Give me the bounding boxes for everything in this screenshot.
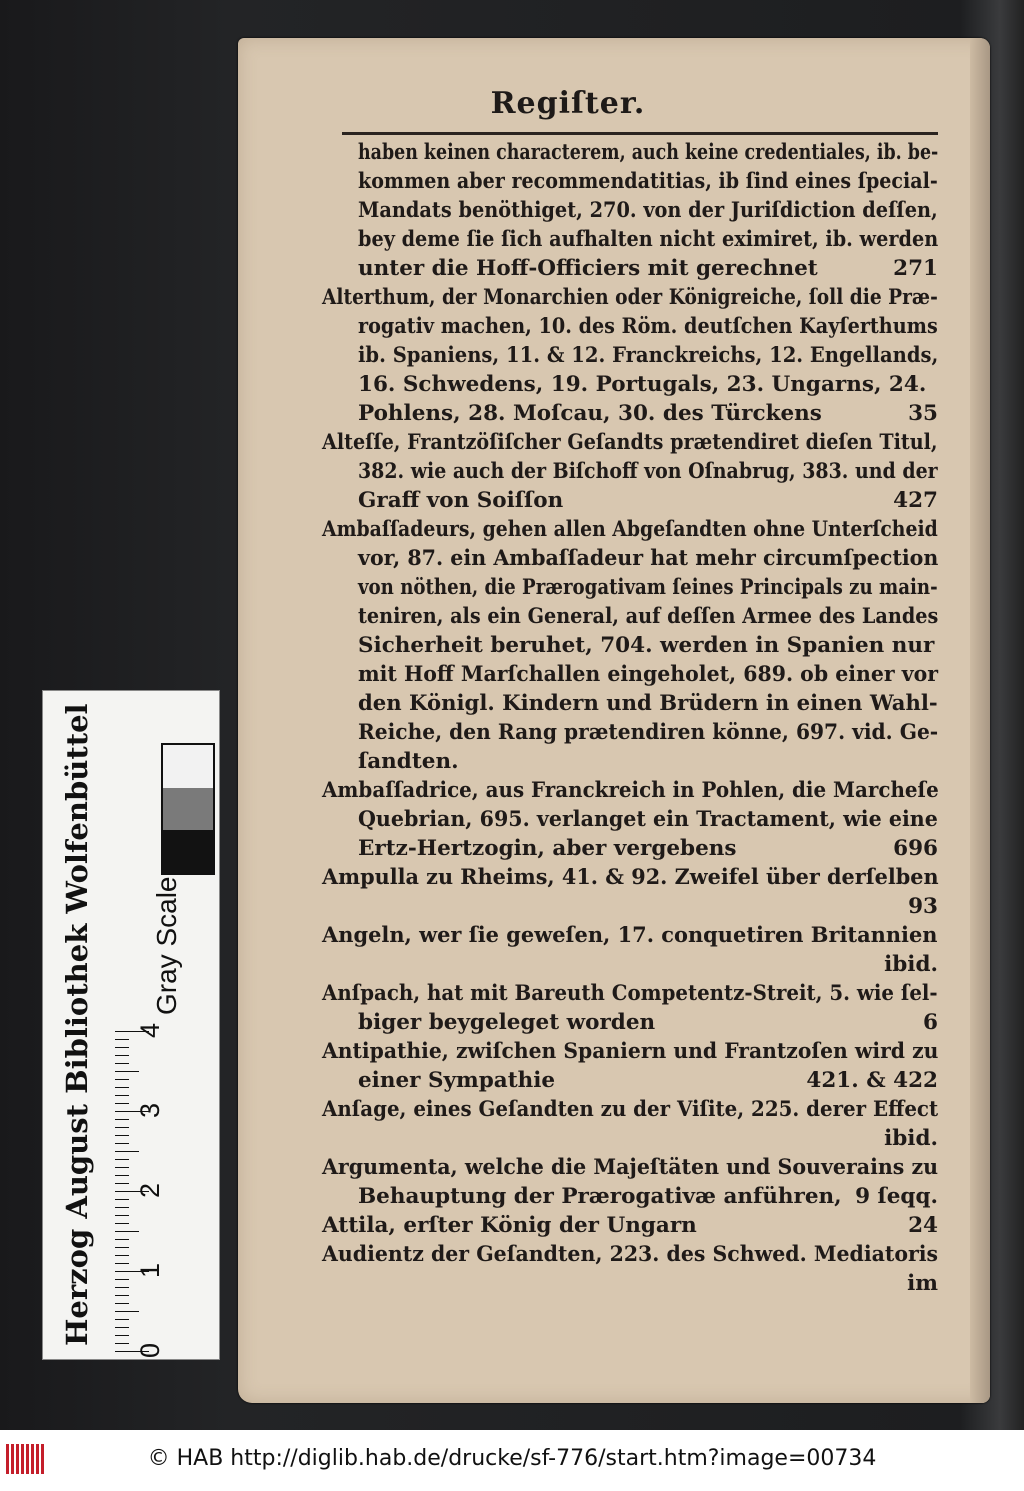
- register-line-text: Ertz-Hertzogin, aber vergebens: [358, 836, 737, 861]
- register-line: [322, 1182, 938, 1211]
- register-line: [322, 1066, 938, 1095]
- register-line: [322, 167, 938, 196]
- ruler-tick: [115, 1175, 129, 1176]
- book-page: [238, 38, 990, 1403]
- ruler-tick: [115, 1279, 129, 1280]
- gray-patch: [163, 830, 213, 873]
- ruler-tick: [115, 1207, 129, 1208]
- register-line-text: teniren, als ein General, auf deſſen Armee des Landes: [358, 604, 939, 629]
- register-line-text: biger beygeleget worden: [358, 1010, 656, 1035]
- register-line: [322, 834, 938, 863]
- register-line: [322, 544, 938, 573]
- ruler-tick: [115, 1159, 129, 1160]
- ruler-tick: [115, 1215, 129, 1216]
- ruler-tick: [115, 1063, 129, 1064]
- register-line: [322, 341, 938, 370]
- register-line: [322, 805, 938, 834]
- register-line: [322, 1240, 938, 1269]
- register-line: [322, 1037, 938, 1066]
- header-rule: [342, 132, 938, 135]
- ruler-tick: [115, 1335, 129, 1336]
- ruler-tick: [115, 1167, 129, 1168]
- register-line-text: Reiche, den Rang prætendiren könne, 697. vid. Ge-: [358, 720, 939, 745]
- gray-patch: [163, 745, 213, 788]
- register-line-text: von nöthen, die Prærogativam ſeines Principals zu main-: [358, 575, 938, 600]
- ruler-tick: [115, 1095, 129, 1096]
- ruler-digit: 3: [135, 1102, 166, 1119]
- register-line-text: Anſpach, hat mit Bareuth Competentz-Streit, 5. wie ſel-: [322, 981, 938, 1006]
- register-line: [322, 950, 938, 979]
- register-line: [322, 660, 938, 689]
- page-reference: 24: [908, 1213, 938, 1238]
- register-line: [322, 486, 938, 515]
- ruler-tick: [115, 1103, 129, 1104]
- gray-scale-ruler: [42, 690, 220, 1360]
- register-line-text: kommen aber recommendatitias, ib ſind eines ſpecial-: [358, 169, 938, 194]
- footer-credit: © HAB http://diglib.hab.de/drucke/sf-776/start.htm?image=00734: [147, 1446, 877, 1471]
- register-line: [322, 1211, 938, 1240]
- ruler-tick: [115, 1055, 129, 1056]
- register-line-text: Ampulla zu Rheims, 41. & 92. Zweifel über derſelben: [322, 865, 939, 890]
- register-line-text: Antipathie, zwiſchen Spaniern und Frantzoſen wird zu: [322, 1039, 939, 1064]
- ruler-tick: [115, 1223, 129, 1224]
- register-line-text: Sicherheit beruhet, 704. werden in Spanien nur: [358, 633, 935, 658]
- ruler-tick: [115, 1343, 129, 1344]
- page-reference: ibid.: [884, 1126, 938, 1151]
- register-line-text: den Königl. Kindern und Brüdern in einen Wahl-: [358, 691, 938, 716]
- register-line-text: einer Sympathie: [358, 1068, 556, 1093]
- register-line: [322, 1008, 938, 1037]
- register-line: [322, 573, 938, 602]
- ruler-tick: [115, 1119, 129, 1120]
- register-line-text: Ambaſſadrice, aus Franckreich in Pohlen, die Marcheſe: [322, 778, 939, 803]
- gray-scale-label: Gray Scale: [151, 876, 182, 1015]
- register-line-text: 16. Schwedens, 19. Portugals, 23. Ungarns, 24.: [358, 372, 927, 397]
- register-line: [322, 718, 938, 747]
- register-line-text: mit Hoff Marſchallen eingeholet, 689. ob einer vor: [358, 662, 939, 687]
- register-line-text: ib. Spaniens, 11. & 12. Franckreichs, 12. Engellands,: [358, 343, 939, 368]
- register-line: [322, 370, 938, 399]
- ruler-tick: [115, 1079, 129, 1080]
- register-line-text: Behauptung der Prærogativæ anführen,: [358, 1184, 842, 1209]
- ruler-digit: 1: [135, 1262, 166, 1279]
- register-line-text: Audientz der Geſandten, 223. des Schwed. Mediatoris: [322, 1242, 939, 1267]
- register-line-text: Pohlens, 28. Moſcau, 30. des Türckens: [358, 401, 822, 426]
- register-line-text: unter die Hoff-Officiers mit gerechnet: [358, 256, 818, 281]
- page-reference: im: [907, 1271, 938, 1296]
- page-header: Regiſter.: [490, 86, 646, 121]
- register-line: [322, 1153, 938, 1182]
- register-line-text: Argumenta, welche die Majeſtäten und Souverains zu: [322, 1155, 939, 1180]
- ruler-tick: [115, 1151, 139, 1152]
- ruler-tick: [115, 1135, 129, 1136]
- register-line: [322, 515, 938, 544]
- register-line: [322, 312, 938, 341]
- register-line-text: Anſage, eines Geſandten zu der Viſite, 225. derer Effect: [322, 1097, 939, 1122]
- ruler-tick: [115, 1071, 139, 1072]
- register-line: [322, 457, 938, 486]
- register-line: [322, 631, 938, 660]
- register-line-text: Ambaſſadeurs, gehen allen Abgeſandten ohne Unterſcheid: [322, 517, 938, 542]
- register-line: [322, 428, 938, 457]
- register-line: [322, 1124, 938, 1153]
- gray-patches: [161, 743, 215, 875]
- ruler-tick: [115, 1143, 129, 1144]
- register-line: [322, 921, 938, 950]
- page-reference: 9 ſeqq.: [855, 1184, 938, 1209]
- register-line-text: Mandats benöthiget, 270. von der Juriſdiction deſſen,: [358, 198, 938, 223]
- register-line: [322, 1095, 938, 1124]
- ruler-tick: [115, 1047, 129, 1048]
- page-reference: 35: [908, 401, 938, 426]
- footer-bar: [0, 1430, 1024, 1491]
- ruler-tick: [115, 1239, 129, 1240]
- ruler-tick: [115, 1087, 129, 1088]
- register-line: [322, 254, 938, 283]
- ruler-tick: [115, 1327, 129, 1328]
- register-text: [322, 138, 938, 1298]
- register-line: [322, 196, 938, 225]
- gray-patch: [163, 788, 213, 831]
- ruler-tick: [115, 1287, 129, 1288]
- ruler-digit: 0: [135, 1342, 166, 1359]
- ruler-tick: [115, 1319, 129, 1320]
- ruler-tick: [115, 1199, 129, 1200]
- register-line: [322, 892, 938, 921]
- register-line-text: bey deme ſie ſich aufhalten nicht eximiret, ib. werden: [358, 227, 939, 252]
- ruler-title: Herzog August Bibliothek Wolfenbüttel: [60, 703, 94, 1347]
- register-line-text: rogativ machen, 10. des Röm. deutſchen Kayſerthums: [358, 314, 938, 339]
- ruler-digit: 2: [135, 1182, 166, 1199]
- ruler-tick: [115, 1127, 129, 1128]
- register-line-text: ſandten.: [358, 749, 459, 774]
- page-reference: 93: [908, 894, 938, 919]
- ruler-tick: [115, 1255, 129, 1256]
- ruler-digit: 4: [135, 1022, 166, 1039]
- register-line: [322, 863, 938, 892]
- register-line-text: 382. wie auch der Biſchoff von Oſnabrug, 383. und der: [358, 459, 938, 484]
- register-line-text: Attila, erſter König der Ungarn: [322, 1213, 697, 1238]
- register-line: [322, 283, 938, 312]
- ruler-tick: [115, 1247, 129, 1248]
- ruler-tick: [115, 1231, 139, 1232]
- page-reference: 696: [893, 836, 938, 861]
- register-line: [322, 979, 938, 1008]
- page-reference: 271: [893, 256, 938, 281]
- register-line: [322, 138, 938, 167]
- register-line-text: Quebrian, 695. verlanget ein Tractament, wie eine: [358, 807, 938, 832]
- ruler-tick: [115, 1183, 129, 1184]
- register-line-text: haben keinen characterem, auch keine credentiales, ib. be-: [358, 140, 939, 165]
- register-line-text: vor, 87. ein Ambaſſadeur hat mehr circumſpection: [358, 546, 939, 571]
- register-line-text: Angeln, wer ſie geweſen, 17. conquetiren Britannien: [322, 923, 938, 948]
- page-reference: 421. & 422: [806, 1068, 938, 1093]
- page-reference: 427: [893, 488, 938, 513]
- register-line: [322, 225, 938, 254]
- ruler-tick: [115, 1263, 129, 1264]
- ruler-tick: [115, 1303, 129, 1304]
- ruler-tick: [115, 1039, 129, 1040]
- register-line: [322, 1269, 938, 1298]
- page-reference: 6: [923, 1010, 938, 1035]
- register-line: [322, 689, 938, 718]
- register-line-text: Alteſſe, Frantzöſiſcher Geſandts prætendiret dieſen Titul,: [322, 430, 938, 455]
- register-line-text: Alterthum, der Monarchien oder Königreiche, ſoll die Præ-: [322, 285, 938, 310]
- register-line: [322, 776, 938, 805]
- register-line: [322, 747, 938, 776]
- ruler-tick: [115, 1295, 129, 1296]
- ruler-tick: [115, 1311, 139, 1312]
- register-line: [322, 399, 938, 428]
- page-reference: ibid.: [884, 952, 938, 977]
- register-line: [322, 602, 938, 631]
- register-line-text: Graff von Soiſſon: [358, 488, 564, 513]
